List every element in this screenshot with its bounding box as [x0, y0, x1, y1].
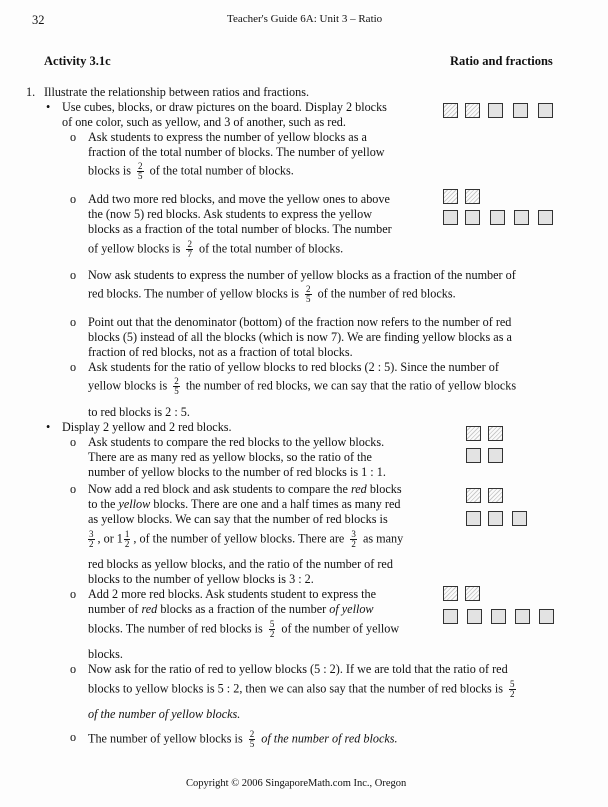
- fraction-denominator: 2: [89, 539, 94, 549]
- emphasis: red: [141, 602, 158, 616]
- fraction: [269, 620, 276, 639]
- fraction-numerator: 5: [510, 679, 515, 689]
- yellow-block: [465, 103, 480, 118]
- paragraph-line: Use cubes, blocks, or draw pictures on the board. Display 2 blocks: [62, 100, 387, 114]
- text-run: number of: [88, 602, 139, 616]
- text-run: the number of red blocks, we can say that the ratio of yellow blocks: [185, 378, 517, 393]
- red-block: [488, 448, 503, 463]
- fraction-denominator: 2: [351, 539, 356, 549]
- sub-bullet: o: [70, 130, 77, 144]
- fraction: [124, 530, 131, 549]
- paragraph-line: fraction of the total number of blocks. The number of yellow: [88, 145, 385, 159]
- paragraph-line: There are as many red as yellow blocks, so the ratio of the: [88, 450, 372, 464]
- fraction: [173, 377, 180, 396]
- page-number: 32: [32, 13, 45, 27]
- text-run: blocks. There are one and a half times as many red: [153, 497, 401, 511]
- fraction-denominator: 7: [187, 249, 192, 259]
- paragraph-line: [88, 377, 516, 396]
- paragraph-line: blocks (5) instead of all the blocks (which is now 7). We are finding yellow blocks as a: [88, 330, 512, 344]
- paragraph-line: the (now 5) red blocks. Ask students to express the yellow: [88, 207, 372, 221]
- red-block: [443, 210, 458, 225]
- emphasis: of the number of red blocks.: [261, 731, 398, 746]
- fraction: [88, 530, 95, 549]
- sub-bullet: o: [70, 360, 77, 374]
- text-run: of the number of red blocks.: [317, 286, 456, 301]
- red-block: [491, 609, 506, 624]
- fraction: [350, 530, 357, 549]
- red-block: [443, 609, 458, 624]
- paragraph-line: Add two more red blocks, and move the yellow ones to above: [88, 192, 390, 206]
- activity-topic: Ratio and fractions: [450, 54, 553, 68]
- fraction-denominator: 5: [249, 739, 255, 749]
- paragraph-line: to red blocks is 2 : 5.: [88, 405, 190, 419]
- emphasis: of yellow: [329, 602, 374, 616]
- red-block: [490, 210, 505, 225]
- text-run: blocks. The number of red blocks is: [88, 621, 263, 636]
- bullet-dot: •: [46, 100, 51, 114]
- red-block: [466, 511, 481, 526]
- sub-bullet: o: [70, 192, 77, 206]
- text-run: The number of yellow blocks is: [88, 731, 243, 746]
- sub-bullet: o: [70, 268, 77, 282]
- fraction-denominator: 5: [174, 386, 179, 396]
- paragraph-line: Ask students to express the number of yellow blocks as a: [88, 130, 367, 144]
- fraction-denominator: 5: [138, 171, 143, 181]
- red-block: [513, 103, 528, 118]
- paragraph-line: [88, 680, 519, 699]
- fraction-numerator: 2: [249, 729, 255, 739]
- paragraph-line: [88, 497, 401, 512]
- fraction-numerator: 3: [89, 529, 94, 539]
- emphasis: yellow: [118, 497, 151, 511]
- text-run: , of the number of yellow blocks. There are: [133, 531, 345, 546]
- paragraph-line: Now ask for the ratio of red to yellow blocks (5 : 2). If we are told that the ratio of red: [88, 662, 508, 676]
- red-block: [466, 448, 481, 463]
- paragraph-line: blocks to the number of yellow blocks is 3 : 2.: [88, 572, 314, 586]
- sub-bullet: o: [70, 482, 77, 496]
- sub-bullet: o: [70, 435, 77, 449]
- fraction: [305, 285, 312, 304]
- text-run: of the total number of blocks.: [149, 163, 294, 178]
- red-block: [515, 609, 530, 624]
- red-block: [467, 609, 482, 624]
- red-block: [488, 511, 503, 526]
- fraction-numerator: 2: [306, 284, 311, 294]
- paragraph-line: [88, 285, 456, 304]
- fraction-denominator: 5: [306, 294, 311, 304]
- red-block: [488, 103, 503, 118]
- yellow-block: [465, 189, 480, 204]
- text-run: blocks is: [88, 163, 131, 178]
- fraction-denominator: 2: [124, 539, 130, 549]
- text-run: blocks as a fraction of the number: [160, 602, 327, 616]
- text-run: of the number of yellow: [281, 621, 400, 636]
- emphasis: of the number of yellow blocks.: [88, 707, 241, 721]
- paragraph-line: [88, 730, 398, 749]
- sub-bullet: o: [70, 662, 77, 676]
- yellow-block: [466, 488, 481, 503]
- paragraph-line: red blocks as yellow blocks, and the ratio of the number of red: [88, 557, 393, 571]
- paragraph-line: [88, 707, 240, 722]
- paragraph-line: Now ask students to express the number of yellow blocks as a fraction of the number of: [88, 268, 516, 282]
- paragraph-line: Ask students to compare the red blocks to the yellow blocks.: [88, 435, 385, 449]
- text-run: , or 1: [97, 531, 123, 546]
- yellow-block: [466, 426, 481, 441]
- paragraph-line: of one color, such as yellow, and 3 of another, such as red.: [62, 115, 346, 129]
- paragraph-line: Add 2 more red blocks. Ask students student to express the: [88, 587, 377, 601]
- paragraph-line: [88, 530, 403, 549]
- fraction-numerator: 3: [351, 529, 356, 539]
- yellow-block: [488, 488, 503, 503]
- fraction: [186, 240, 193, 259]
- text-run: Now add a red block and ask students to compare the: [88, 482, 348, 496]
- red-block: [514, 210, 529, 225]
- sub-bullet: o: [70, 730, 77, 744]
- fraction: [509, 680, 516, 699]
- paragraph-line: fraction of red blocks, not as a fraction of total blocks.: [88, 345, 353, 359]
- fraction-numerator: 1: [124, 529, 130, 539]
- item-number: 1.: [26, 85, 36, 99]
- bullet-dot: •: [46, 420, 51, 434]
- red-block: [512, 511, 527, 526]
- yellow-block: [465, 586, 480, 601]
- text-run: as many: [362, 531, 404, 546]
- paragraph-line: blocks.: [88, 647, 123, 661]
- paragraph-line: Display 2 yellow and 2 red blocks.: [62, 420, 232, 434]
- red-block: [538, 103, 553, 118]
- yellow-block: [443, 103, 458, 118]
- text-run: red blocks. The number of yellow blocks is: [88, 286, 299, 301]
- item-text: Illustrate the relationship between ratios and fractions.: [44, 85, 309, 99]
- fraction-denominator: 2: [510, 689, 515, 699]
- footer-copyright: Copyright © 2006 SingaporeMath.com Inc., Oregon: [186, 778, 407, 789]
- paragraph-line: [88, 162, 294, 181]
- fraction: [137, 162, 144, 181]
- text-run: of yellow blocks is: [88, 241, 181, 256]
- paragraph-line: number of yellow blocks to the number of red blocks is 1 : 1.: [88, 465, 386, 479]
- paragraph-line: Point out that the denominator (bottom) of the fraction now refers to the number of red: [88, 315, 512, 329]
- text-run: yellow blocks is: [88, 378, 168, 393]
- paragraph-line: [88, 620, 399, 639]
- red-block: [465, 210, 480, 225]
- guide-title: Teacher's Guide 6A: Unit 3 – Ratio: [227, 13, 383, 25]
- fraction: [249, 730, 256, 749]
- yellow-block: [443, 586, 458, 601]
- paragraph-line: blocks as a fraction of the total number of blocks. The number: [88, 222, 392, 236]
- sub-bullet: o: [70, 587, 77, 601]
- fraction-numerator: 2: [138, 161, 143, 171]
- emphasis: red: [350, 482, 367, 496]
- fraction-numerator: 2: [187, 239, 192, 249]
- sub-bullet: o: [70, 315, 77, 329]
- paragraph-line: as yellow blocks. We can say that the number of red blocks is: [88, 512, 388, 526]
- yellow-block: [488, 426, 503, 441]
- yellow-block: [443, 189, 458, 204]
- text-run: blocks to yellow blocks is 5 : 2, then we can also say that the number of red blocks is: [88, 681, 503, 696]
- activity-title: Activity 3.1c: [44, 54, 111, 68]
- paragraph-line: [88, 240, 343, 259]
- fraction-numerator: 2: [174, 376, 179, 386]
- text-run: of the total number of blocks.: [199, 241, 344, 256]
- red-block: [539, 609, 554, 624]
- fraction-denominator: 2: [269, 629, 275, 639]
- paragraph-line: [88, 482, 402, 497]
- fraction-numerator: 5: [269, 619, 275, 629]
- text-run: to the: [88, 497, 116, 511]
- red-block: [538, 210, 553, 225]
- paragraph-line: [88, 602, 374, 617]
- text-run: blocks: [369, 482, 402, 496]
- paragraph-line: Ask students for the ratio of yellow blocks to red blocks (2 : 5). Since the number of: [88, 360, 499, 374]
